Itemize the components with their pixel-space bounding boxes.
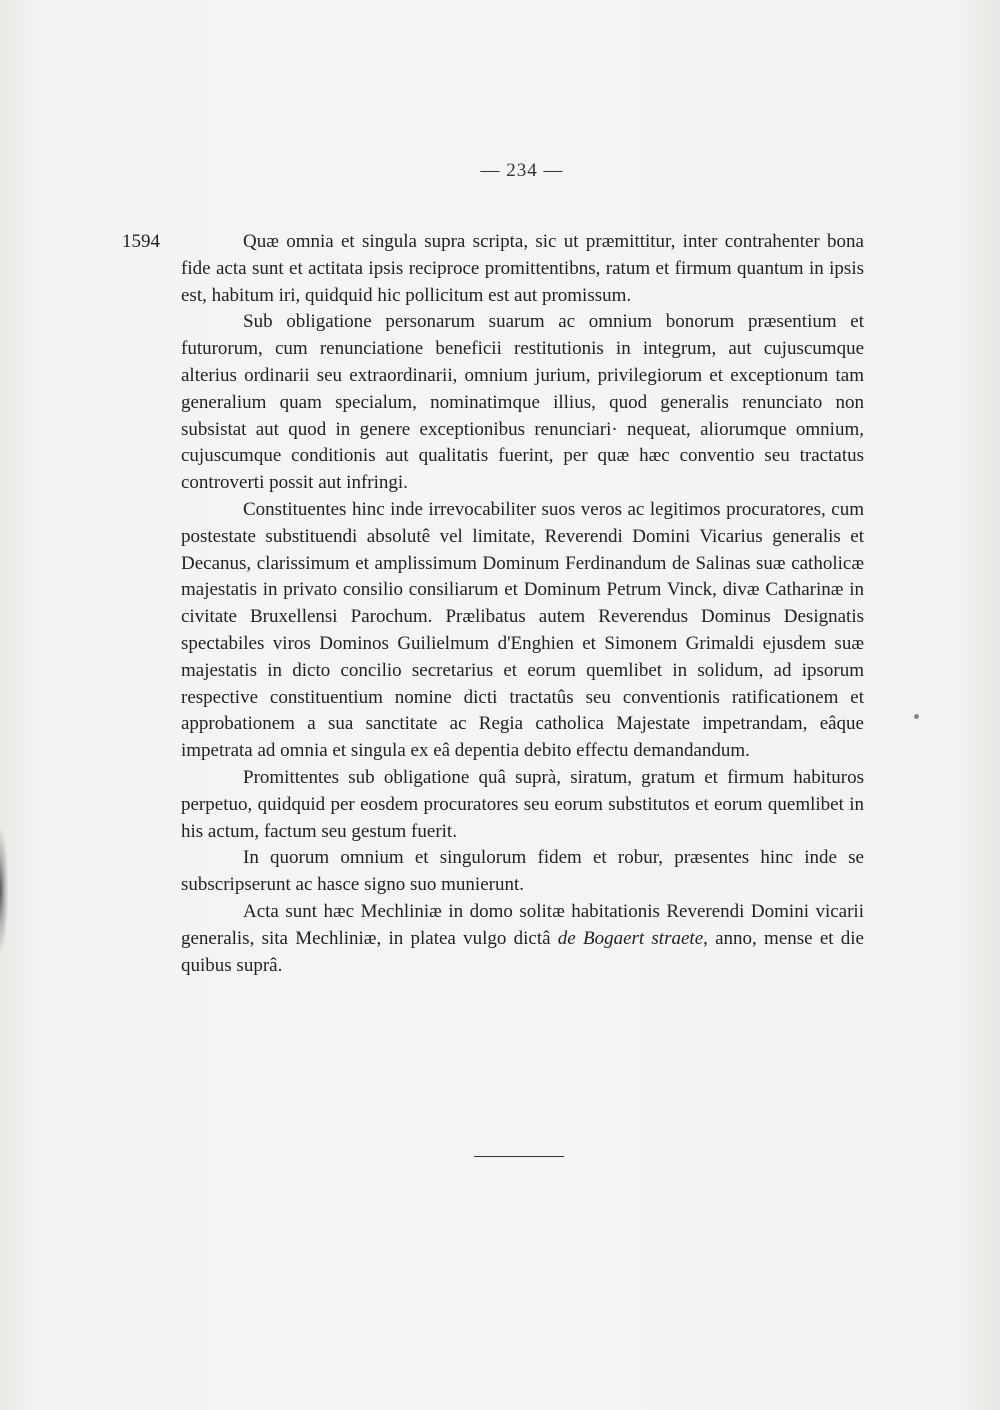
page-number: — 234 — <box>480 160 564 181</box>
paragraph: Constituentes hinc inde irrevocabiliter suos veros ac legitimos procuratores, cum postestate substituendi absolutê vel limitate, Reverendi Domini Vicarius generalis et Decanus, clarissimum et amplissimum Dominum Ferdinandum de Salinas suæ catholicæ majestatis in privato consilio consiliarum et Dominum Petrum Vinck, divæ Catharinæ in civitate Bruxellensi Parochum. Prælibatus autem Reverendus Dominus Designatis spectabiles viros Dominos Guilielmum d'Enghien et Simonem Grimaldi ejusdem suæ majestatis in dicto concilio secretarius et eorum quemlibet in solidum, ad ipsorum respective constituentium nomine dicti tractatûs seu conventionis ratificationem et approbationem a sua sanctitate ac Regia catholica Majestate impetrandam, eâque impetrata ad omnia et singula ex eâ depentia debito effectu demandandum. <box>181 498 864 762</box>
paragraph: In quorum omnium et singulorum fidem et robur, præsentes hinc inde se subscripserunt ac hasce signo suo munierunt. <box>181 847 864 896</box>
paragraph-text: Acta sunt hæc Mechliniæ in domo solitæ habitationis Reverendi Domini vicarii generalis, sita Mechliniæ, in platea vulgo dictâ <box>181 900 864 949</box>
body-text <box>181 229 864 979</box>
paragraph-text: , anno, mense et die quibus suprâ. <box>181 927 864 976</box>
street-name: de Bogaert straete <box>557 927 704 949</box>
paragraph <box>181 899 864 979</box>
ink-speck <box>914 714 919 719</box>
margin-year: 1594 <box>122 231 160 252</box>
end-rule <box>474 1156 564 1157</box>
paragraph: Sub obligatione personarum suarum ac omnium bonorum præsentium et futurorum, cum renunciatione beneficii restitutionis in integrum, aut cujuscumque alterius ordinarii seu extraordinarii, omnium jurium, privilegiorum et exceptionum tam generalium quam specialum, nominatimque illius, quod generalis renunciato non subsistat aut quod in genere exceptionibus renunciari· nequeat, aliorumque omnium, cujuscumque conditionis aut qualitatis fuerint, per quæ hæc conventio seu tractatus controverti possit aut infringi. <box>181 311 864 494</box>
paragraph: Promittentes sub obligatione quâ suprà, siratum, gratum et firmum habituros perpetuo, quidquid per eosdem procuratores seu eorum substitutos et eorum quemlibet in his actum, factum seu gestum fuerit. <box>181 766 864 842</box>
paragraph: Quæ omnia et singula supra scripta, sic ut præmittitur, inter contrahenter bona fide acta sunt et actitata ipsis reciproce promittentibns, ratum et firmum quantum in ipsis est, habitum iri, quidquid hic pollicitum est aut promissum. <box>181 231 864 306</box>
binding-shadow <box>0 830 8 950</box>
